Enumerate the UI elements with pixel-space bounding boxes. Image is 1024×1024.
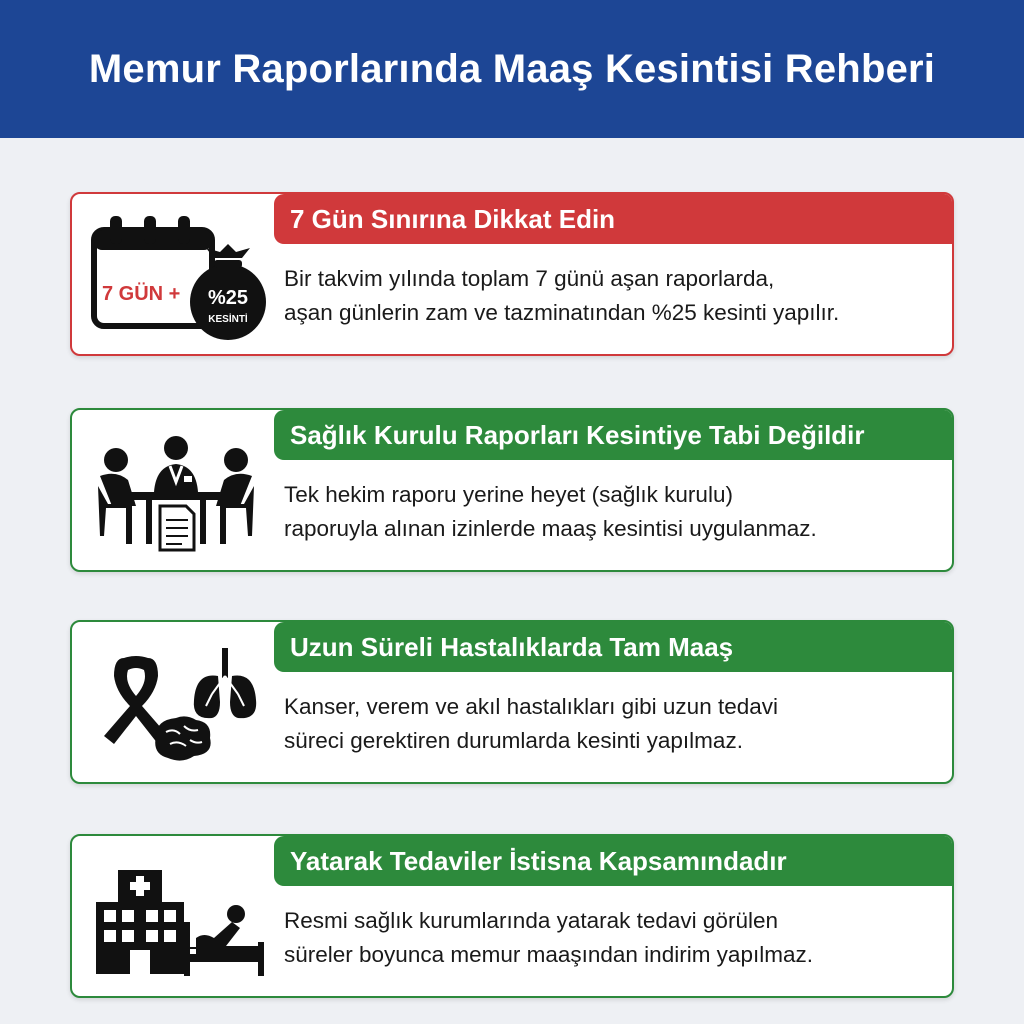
card-description (284, 690, 942, 758)
card-description-line: aşan günlerin zam ve tazminatından %25 kesinti yapılır. (284, 300, 840, 325)
card-inpatient-treatment (70, 834, 954, 998)
card-health-board (70, 408, 954, 572)
calendar-days-text: 7 GÜN + (102, 283, 181, 305)
medical-board-meeting-icon (86, 424, 266, 558)
calendar-moneybag-icon (86, 208, 266, 342)
card-seven-day-limit (70, 192, 954, 356)
card-long-term-illness (70, 620, 954, 784)
card-description (284, 904, 942, 972)
ribbon-lungs-brain-icon (86, 636, 266, 770)
card-title: Uzun Süreli Hastalıklarda Tam Maaş (274, 622, 952, 672)
card-title: Yatarak Tedaviler İstisna Kapsamındadır (274, 836, 952, 886)
card-description-line: Kanser, verem ve akıl hastalıkları gibi uzun tedavi (284, 694, 779, 719)
hospital-bed-icon (86, 850, 266, 984)
card-description-line: Resmi sağlık kurumlarında yatarak tedavi görülen (284, 908, 778, 933)
page-title: Memur Raporlarında Maaş Kesintisi Rehberi (88, 46, 936, 91)
card-description-line: süreci gerektiren durumlarda kesinti yapılmaz. (284, 728, 743, 753)
card-description-line: süreler boyunca memur maaşından indirim yapılmaz. (284, 942, 813, 967)
percent-text: %25 (207, 287, 249, 309)
card-title: Sağlık Kurulu Raporları Kesintiye Tabi Değildir (274, 410, 952, 460)
card-description (284, 262, 942, 330)
card-description-line: Bir takvim yılında toplam 7 günü aşan raporlarda, (284, 266, 775, 291)
card-description-line: raporuyla alınan izinlerde maaş kesintisi uygulanmaz. (284, 516, 817, 541)
kesinti-text: KESİNTİ (208, 314, 248, 325)
header-banner (0, 0, 1024, 138)
card-title: 7 Gün Sınırına Dikkat Edin (274, 194, 952, 244)
card-description-line: Tek hekim raporu yerine heyet (sağlık kurulu) (284, 482, 733, 507)
card-description (284, 478, 942, 546)
